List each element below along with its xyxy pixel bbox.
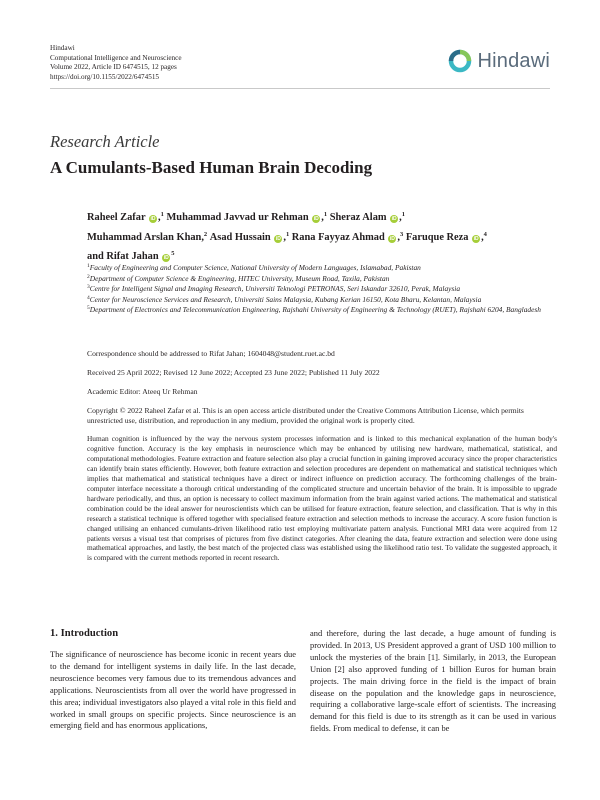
orcid-icon[interactable]: iD <box>275 235 281 242</box>
article-title: A Cumulants-Based Human Brain Decoding <box>50 158 373 177</box>
author-name <box>87 251 174 262</box>
affiliation-number: 2 <box>87 273 90 280</box>
hindawi-logo-icon <box>448 49 472 73</box>
affiliation-item <box>87 283 557 294</box>
author-affiliation-number: 5 <box>171 250 175 257</box>
author-name-text: Muhammad Javvad ur Rehman <box>166 212 309 223</box>
author-name: Faruque Reza iD ,$^4$ <box>405 230 487 243</box>
author-affiliation-number: 1 <box>323 211 328 218</box>
author-name-text: Sheraz Alam <box>329 212 387 223</box>
affiliation-number: 1 <box>87 263 90 269</box>
doi-link[interactable]: https://doi.org/10.1155/2022/6474515 <box>50 72 160 81</box>
orcid-icon[interactable]: iD <box>150 216 156 222</box>
author-list <box>87 207 557 266</box>
affiliation-text: Department of Computer Science & Engineering, HITEC University, Museum Road, Taxila, Pakistan <box>89 273 390 283</box>
author-name-text: Asad Hussain <box>209 231 271 243</box>
copyright-notice: Copyright © 2022 Raheel Zafar et al. This is an open access article distributed under the Creative Commons Attribution License, which permits unrestricted use, distribution, and reproduction in any medium, provided the original work is properly cited. <box>87 406 524 426</box>
affiliation-text: Department of Electronics and Telecommunication Engineering, Rajshahi University of Engineering & Technology (RUET), Rajshahi 6204, Bangladesh <box>89 305 541 315</box>
orcid-icon[interactable]: iD <box>391 216 397 222</box>
affiliation-number: 5 <box>87 305 90 312</box>
author-name: Asad Hussain iD ,$^1$ <box>209 230 290 243</box>
author-affiliation-number: 2 <box>203 230 208 238</box>
author-name-text: and Rifat Jahan <box>87 251 159 262</box>
affiliation-item <box>87 304 557 315</box>
affiliation-number: 4 <box>87 294 90 301</box>
correspondence: Correspondence should be addressed to Rifat Jahan; 1604048@student.ruet.ac.bd <box>87 349 335 358</box>
author-affiliation-number: 4 <box>483 230 487 238</box>
academic-editor: Academic Editor: Ateeq Ur Rehman <box>87 387 198 396</box>
author-name-text: Muhammad Arslan Khan, <box>87 231 204 243</box>
author-name-text: Rana Fayyaz Ahmad <box>291 231 385 243</box>
author-affiliation-number: 3 <box>399 230 404 238</box>
affiliation-text: Faculty of Engineering and Computer Science, National University of Modern Languages, Islamabad, Pakistan <box>89 263 421 272</box>
orcid-icon[interactable]: iD <box>163 255 169 261</box>
author-name: Rana Fayyaz Ahmad iD ,$^3$ <box>291 230 404 243</box>
affiliation-item <box>87 262 557 273</box>
volume-info: Volume 2022, Article ID 6474515, 12 pages <box>50 63 177 72</box>
header-divider <box>50 88 550 89</box>
affiliation-text: Centre for Intelligent Signal and Imaging Research, Universiti Teknologi PETRONAS, Seri Iskandar 32610, Perak, Malaysia <box>89 284 461 294</box>
section-heading: 1. Introduction <box>50 628 119 639</box>
orcid-icon[interactable]: iD <box>389 235 395 242</box>
author-name: Sheraz Alam iD ,$^1$ <box>329 211 406 223</box>
affiliation-number: 3 <box>87 284 90 291</box>
author-affiliation-number: 1 <box>285 230 290 238</box>
author-name: Muhammad Javvad ur Rehman iD ,$^1$ <box>166 211 328 223</box>
publication-dates: Received 25 April 2022; Revised 12 June 2022; Accepted 23 June 2022; Published 11 July 2022 <box>87 368 380 377</box>
orcid-icon[interactable]: iD <box>473 235 479 242</box>
intro-column-right: and therefore, during the last decade, a huge amount of funding is provided. In 2013, US President approved a grant of USD 100 million to unlock the mysteries of the brain [1]. Similarly, in 2013, the European Union [2] also approved funding of 1 billion Euros for human brain projects. The main driving force in the field is the impact of brain disease on the population and the knowledge gaps in neuroscience, requiring a collaborative large-scale effort of scientists. The increasing demand for this field is due to its strength as it can be used in various fields. From medical to defense, it can be <box>310 628 556 734</box>
affiliation-item <box>87 273 557 284</box>
author-name-text: Faruque Reza <box>405 231 469 243</box>
author-name: Raheel Zafar iD ,$^1$ <box>87 211 164 223</box>
publisher-name: Hindawi <box>50 44 75 52</box>
journal-header <box>50 44 182 82</box>
article-type: Research Article <box>50 132 160 151</box>
author-name-text: Raheel Zafar <box>87 212 146 223</box>
affiliation-item <box>87 294 557 305</box>
orcid-icon[interactable]: iD <box>313 216 319 222</box>
affiliation-text: Center for Neuroscience Services and Research, Universiti Sains Malaysia, Kubang Kerian 16150, Kota Bharu, Kelantan, Malaysia <box>89 294 482 304</box>
journal-name: Computational Intelligence and Neuroscience <box>50 53 182 62</box>
hindawi-logo[interactable] <box>448 49 550 73</box>
author-name <box>87 232 210 243</box>
abstract: Human cognition is influenced by the way the nervous system processes information and is linked to this mechanical explanation of the human body's cognitive function. Accuracy is the key emphasis in neuroscience which may be enhanced by utilising new hardware, mathematical, statistical, and computational methodologies. Feature extraction and feature selection also play a crucial function in gaining improved accuracy since the proper characteristics can identify brain states efficiently. However, both feature extraction and selection procedures are dependent on mathematical and statistical techniques which implies that mathematical and statistical techniques have a direct or indirect influence on prediction accuracy. The forthcoming challenges of the brain-computer interface necessitate a thorough critical understanding of the complicated structure and uncertain behavior of the brain. It is impossible to upgrade hardware periodically, and thus, an option is necessary to collect maximum information from the brain against varied actions. The mathematical and statistical combination could be the ideal answer for neuroscientists which can be utilised for feature extraction, feature selection, and classification. That is why in this research a statistical technique is offered together with specialised feature extraction and selection methods to increase the accuracy. A score fusion function is changed utilising an enhanced cumulants-driven likelihood ratio test employing multivariate pattern analysis. Functional MRI data were acquired from 12 patients versus a visual test that comprises of pictures from five distinct categories. After cleaning the data, feature extraction and selection were done using mathematical approaches, and lastly, the best match of the projected class was established using the likelihood ratio test. To validate the suggested approach, it is compared with the current methods reported in recent research. <box>87 434 557 563</box>
intro-column-left: The significance of neuroscience has become iconic in recent years due to the demand for intelligent systems in daily life. In the last decade, neuroscience becomes very famous due to its tremendous advances and applications. Neuroscientists from all over the world have progressed in this area; individual investigators also played a vital role in this field and worked in small groups on specific projects. Since neuroscience is an emerging field and has enormous applications, <box>50 649 296 731</box>
author-affiliation-number: 1 <box>160 211 164 218</box>
logo-text: Hindawi <box>477 49 550 72</box>
author-affiliation-number: 1 <box>401 211 406 218</box>
affiliation-list <box>87 262 557 315</box>
